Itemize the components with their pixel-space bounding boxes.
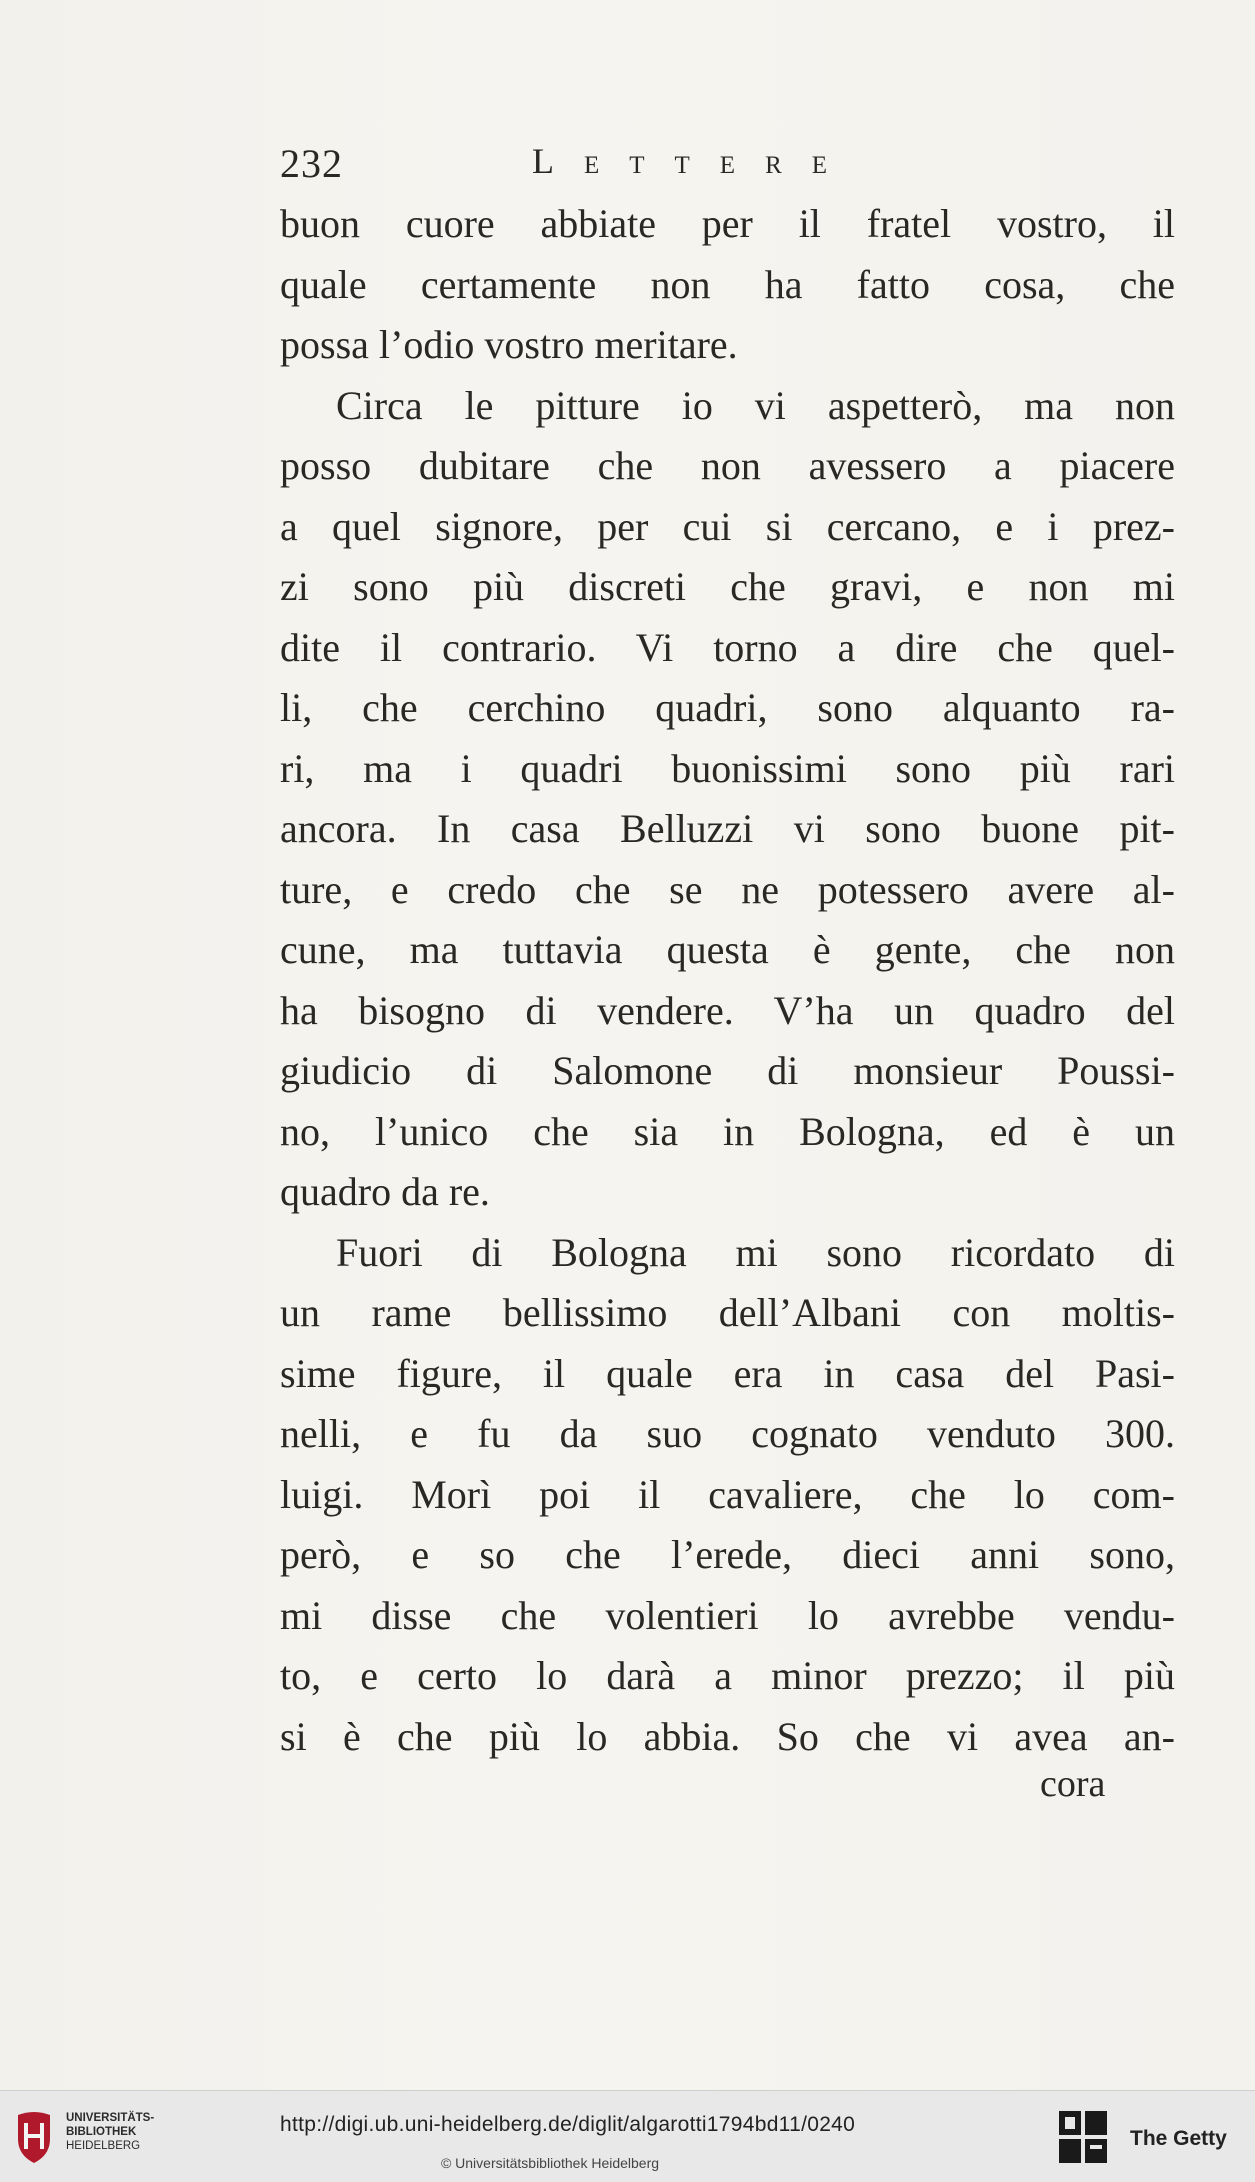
- page-header: [280, 140, 1000, 192]
- library-name[interactable]: [66, 2111, 216, 2153]
- text-line: to, e certo lo darà a minor prezzo; il più: [280, 1653, 1175, 1698]
- text-line: però, e so che l’erede, dieci anni sono,: [280, 1532, 1175, 1577]
- text-line: giudicio di Salomone di monsieur Poussi-: [280, 1048, 1175, 1093]
- text-line: posso dubitare che non avessero a piacere: [280, 443, 1175, 488]
- text-line: ha bisogno di vendere. V’ha un quadro del: [280, 987, 1175, 1033]
- text-line: luigi. Morì poi il cavaliere, che lo com-: [280, 1471, 1175, 1517]
- library-name-line-3: HEIDELBERG: [66, 2140, 141, 2152]
- text-line: Fuori di Bologna mi sono ricordato di: [336, 1229, 1175, 1275]
- text-line: buon cuore abbiate per il fratel vostro, il: [280, 201, 1175, 246]
- viewer-footer: [0, 2090, 1255, 2182]
- text-line: sime figure, il quale era in casa del Pasi-: [280, 1350, 1175, 1396]
- library-name-line-1: UNIVERSITÄTS-: [66, 2112, 155, 2124]
- text-line: no, l’unico che sia in Bologna, ed è un: [280, 1108, 1175, 1154]
- text-line: ancora. In casa Belluzzi vi sono buone pit-: [280, 806, 1175, 851]
- text-line: a quel signore, per cui si cercano, e i prez-: [280, 503, 1175, 549]
- text-line: cune, ma tuttavia questa è gente, che non: [280, 927, 1175, 972]
- text-line: Circa le pitture io vi aspetterò, ma non: [336, 382, 1175, 428]
- text-line: possa l’odio vostro meritare.: [280, 322, 738, 367]
- text-line: nelli, e fu da suo cognato venduto 300.: [280, 1411, 1175, 1456]
- catchword: cora: [1040, 1763, 1106, 1805]
- text-line: dite il contrario. Vi torno a dire che quel-: [280, 624, 1175, 670]
- body-text: [280, 194, 1175, 1767]
- text-line: quale certamente non ha fatto cosa, che: [280, 261, 1175, 307]
- text-line: mi disse che volentieri lo avrebbe vendu-: [280, 1592, 1175, 1638]
- copyright-notice: © Universitätsbibliothek Heidelberg: [440, 2155, 660, 2171]
- text-line: un rame bellissimo dell’Albani con moltis-: [280, 1290, 1175, 1335]
- text-line: si è che più lo abbia. So che vi avea an-: [280, 1713, 1175, 1759]
- running-title: Lettere: [532, 141, 858, 181]
- text-line: li, che cerchino quadri, sono alquanto ra-: [280, 685, 1175, 730]
- heidelberg-library-logo-icon[interactable]: [12, 2109, 56, 2165]
- partner-name[interactable]: The Getty: [1130, 2127, 1227, 2150]
- text-line: quadro da re.: [280, 1169, 490, 1214]
- library-name-line-2: BIBLIOTHEK: [66, 2126, 137, 2138]
- text-line: zi sono più discreti che gravi, e non mi: [280, 564, 1175, 609]
- text-line: ture, e credo che se ne potessero avere al-: [280, 866, 1175, 912]
- getty-logo-icon[interactable]: [1057, 2109, 1109, 2165]
- permalink-url[interactable]: http://digi.ub.uni-heidelberg.de/diglit/algarotti1794bd11/0240: [280, 2113, 856, 2136]
- text-line: ri, ma i quadri buonissimi sono più rari: [280, 745, 1175, 791]
- page-number: 232: [280, 141, 343, 186]
